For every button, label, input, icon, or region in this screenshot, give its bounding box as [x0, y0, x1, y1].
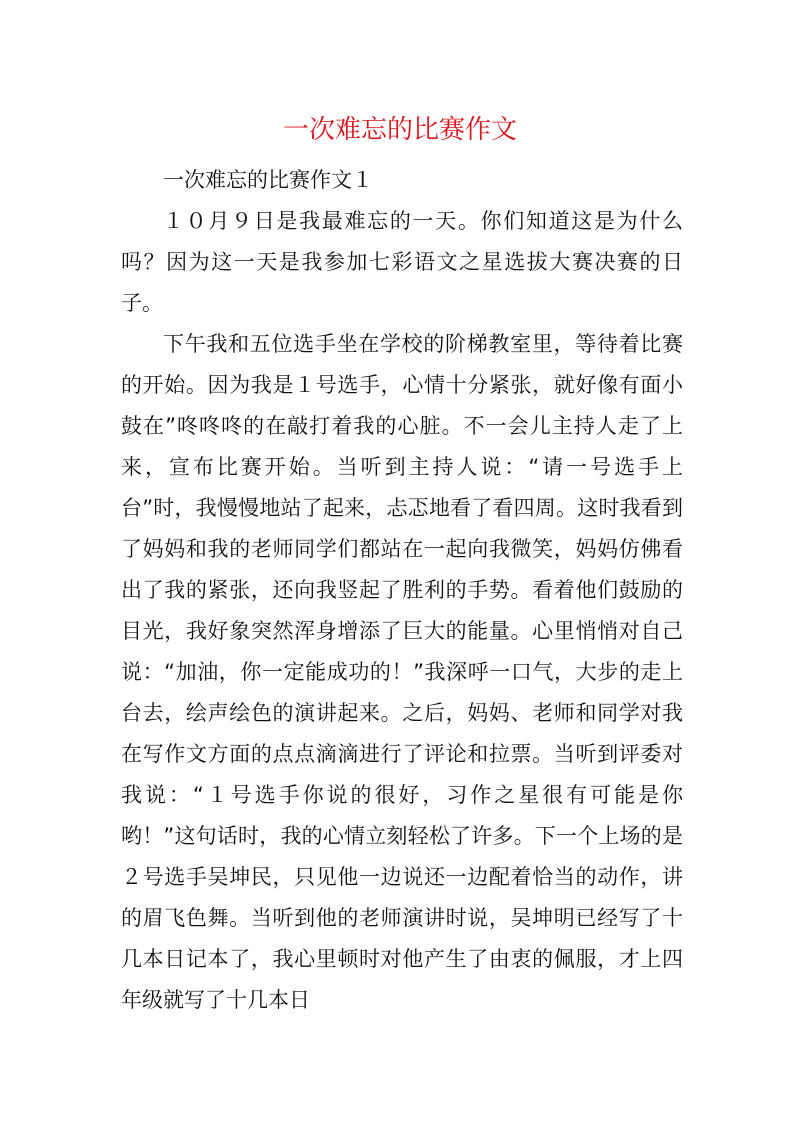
paragraph-1: １０月９日是我最难忘的一天。你们知道这是为什么吗？因为这一天是我参加七彩语文之星选拔大赛决赛的日子。: [121, 209, 683, 315]
essay-subtitle: 一次难忘的比赛作文１: [163, 168, 373, 192]
document-body: [121, 160, 683, 1021]
document-title: 一次难忘的比赛作文: [282, 115, 517, 145]
paragraph-2: 下午我和五位选手坐在学校的阶梯教室里，等待着比赛的开始。因为我是１号选手，心情十分紧张，就好像有面小鼓在”咚咚咚的在敲打着我的心脏。不一会儿主持人走了上来，宣布比赛开始。当听到主持人说：“请一号选手上台”时，我慢慢地站了起来，忐忑地看了看四周。这时我看到了妈妈和我的老师同学们都站在一起向我微笑，妈妈仿佛看出了我的紧张，还向我竖起了胜利的手势。看着他们鼓励的目光，我好象突然浑身增添了巨大的能量。心里悄悄对自己说：“加油，你一定能成功的！”我深呼一口气，大步的走上台去，绘声绘色的演讲起来。之后，妈妈、老师和同学对我在写作文方面的点点滴滴进行了评论和拉票。当听到评委对我说：“１号选手你说的很好，习作之星很有可能是你哟！”这句话时，我的心情立刻轻松了许多。下一个上场的是２号选手吴坤民，只见他一边说还一边配着恰当的动作，讲的眉飞色舞。当听到他的老师演讲时说，吴坤明已经写了十几本日记本了，我心里顿时对他产生了由衷的佩服，才上四年级就写了十几本日: [121, 332, 683, 1012]
